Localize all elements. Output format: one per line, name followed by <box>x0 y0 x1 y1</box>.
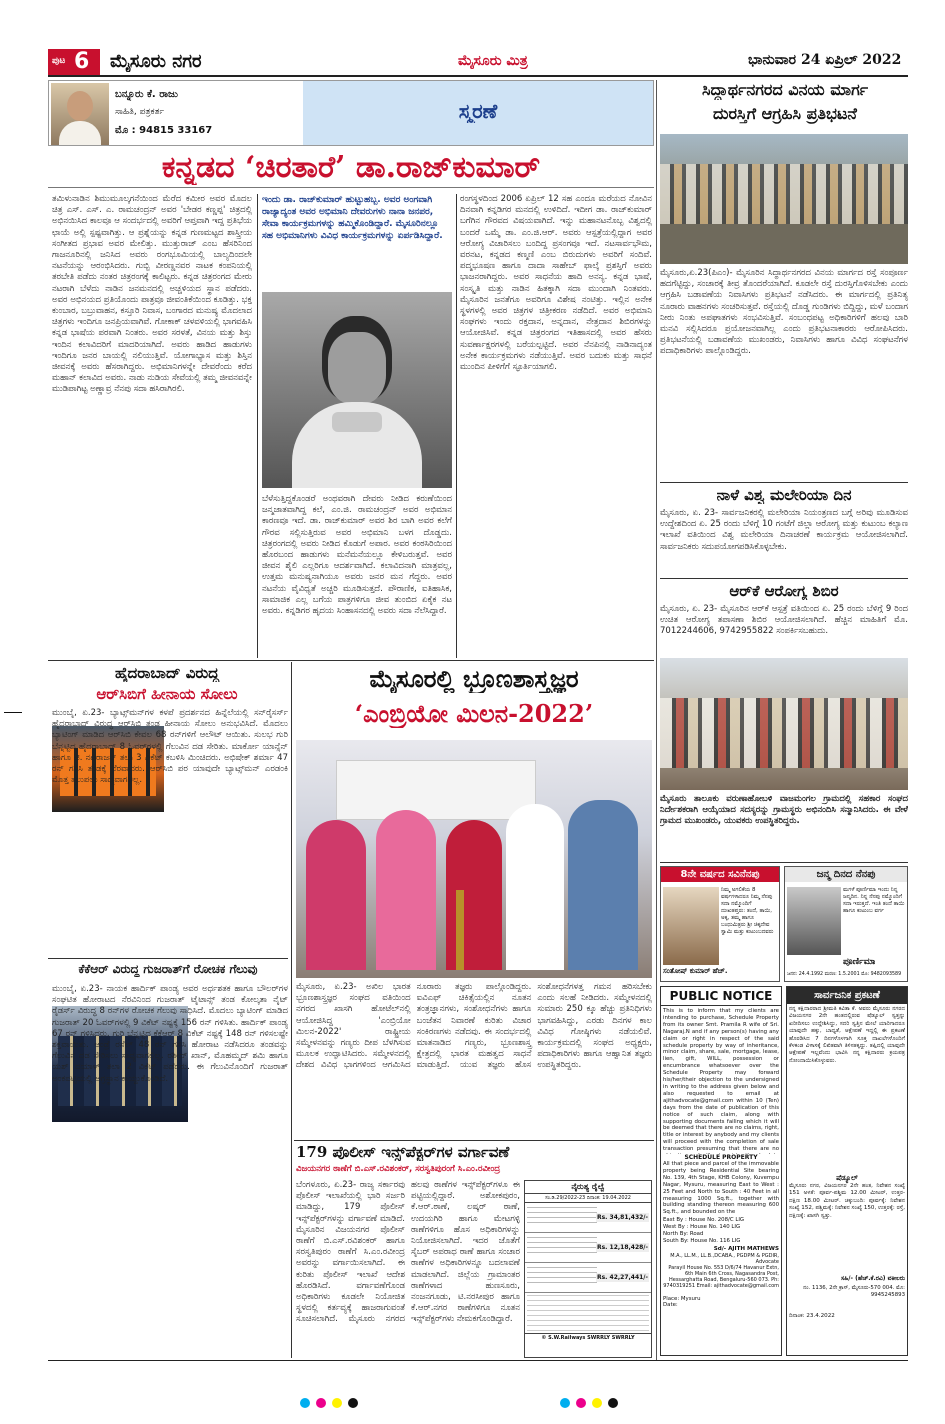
kannada-advocate: ಸಹಿ/- (ಹೆಚ್.ಕೆ.ರವಿ) ವಕೀಲರು <box>841 1275 905 1282</box>
tender-row1-amount: Rs. 34,81,432/- <box>596 1214 648 1221</box>
felicitation-photo <box>660 658 908 790</box>
health-camp-headline: ಆರ್‌ಕೆ ಆರೋಗ್ಯ ಶಿಬಿರ <box>729 582 839 600</box>
embryo-inauguration-photo <box>296 740 652 978</box>
srh-headline <box>48 664 286 706</box>
birthday-footer: ಜನನ: 24.4.1992 ಮರಣ: 1.5.2001 ಮೊ: 9482093589 <box>787 972 902 977</box>
registration-mark-yellow <box>332 1398 342 1408</box>
masthead <box>48 47 908 77</box>
columnist-bar <box>48 80 654 146</box>
birthday-photo <box>787 887 841 955</box>
notice-place: Place: Mysuru <box>663 1295 701 1302</box>
tender-title: ನೈರುತ್ಯ ರೈಲ್ವೆ <box>525 1181 651 1194</box>
page-label: ಪುಟ <box>52 56 66 66</box>
gt-headline: ಕೆಕೆಆರ್ ವಿರುದ್ಧ ಗುಜರಾತ್‌ಗೆ ರೋಚಕ ಗೆಲುವು <box>78 962 258 976</box>
registration-mark-magenta <box>316 1398 326 1408</box>
registration-mark-cyan <box>300 1398 310 1408</box>
registration-mark-yellow-2 <box>592 1398 602 1408</box>
tender-row2-amount: Rs. 12,18,428/- <box>596 1244 648 1251</box>
public-notice-schedule: All that piece and parcel of the immovable property being Residential Site bearing No. 139, 4th Stage, KHB Colony, Kuvempu Nagar, Mysuru, measuring East to West : 25 Feet and North to South : 40 Feet in all measuring 1000 Sq.ft., together with building standing thereon measuring 600 Sq.ft., and bounded on the <box>663 1161 779 1216</box>
columnist-role: ಸಾಹಿತಿ, ಪತ್ರಕರ್ತ <box>115 107 165 117</box>
protest-headline-line1: ಸಿದ್ಧಾರ್ಥನಗರದ ವಿನಯ ಮಾರ್ಗ <box>701 80 869 99</box>
police-headline: 179 ಪೊಲೀಸ್ ಇನ್ಸ್‌ಪೆಕ್ಟರ್‌ಗಳ ವರ್ಗಾವಣೆ <box>296 1143 510 1161</box>
birthday-ad <box>784 866 908 982</box>
columnist-photo <box>51 83 109 145</box>
felicitation-caption: ಮೈಸೂರು ತಾಲೂಕು ವರುಣಾಹೋಬಳಿ ವಾಜಮಂಗಲ ಗ್ರಾಮದಲ್ಲಿ ಸಹಕಾರ ಸಂಘದ ನಿರ್ದೇಶಕರಾಗಿ ಆಯ್ಕೆಯಾದ ಸದಸ್ಯರನ್ನು ಗ್ರಾಮಸ್ಥರು ಅಭಿನಂದಿಸಿ ಸನ್ಮಾನಿಸಿದರು. ಈ ವೇಳೆ ಗ್ರಾಮದ ಮುಖಂಡರು, ಯುವಕರು ಉಪಸ್ಥಿತರಿದ್ದರು. <box>660 794 908 827</box>
protest-body: ಮೈಸೂರು,ಏ.23(ಪಿಎಂ)- ಮೈಸೂರಿನ ಸಿದ್ಧಾರ್ಥನಗರದ ವಿನಯ ಮಾರ್ಗದ ರಸ್ತೆ ಸಂಪೂರ್ಣ ಹದಗೆಟ್ಟಿದ್ದು, ಸಂಚಾರಕ್ಕೆ ತೀವ್ರ ತೊಂದರೆಯಾಗಿದೆ. ಕೂಡಲೇ ರಸ್ತೆ ದುರಸ್ತಿಗೊಳಿಸಬೇಕು ಎಂದು ಆಗ್ರಹಿಸಿ ಬಡಾವಣೆಯ ನಿವಾಸಿಗಳು ಪ್ರತಿಭಟನೆ ನಡೆಸಿದರು. ಈ ಮಾರ್ಗದಲ್ಲಿ ಪ್ರತಿನಿತ್ಯ ನೂರಾರು ವಾಹನಗಳು ಸಂಚರಿಸುತ್ತವೆ. ರಸ್ತೆಯಲ್ಲಿ ದೊಡ್ಡ ಗುಂಡಿಗಳು ಬಿದ್ದಿದ್ದು, ಮಳೆ ಬಂದಾಗ ನೀರು ನಿಂತು ಅಪಘಾತಗಳು ಸಂಭವಿಸುತ್ತಿವೆ. ಸಂಬಂಧಪಟ್ಟ ಅಧಿಕಾರಿಗಳಿಗೆ ಹಲವು ಬಾರಿ ಮನವಿ ಸಲ್ಲಿಸಿದರೂ ಪ್ರಯೋಜನವಾಗಿಲ್ಲ ಎಂದು ಪ್ರತಿಭಟನಾಕಾರರು ಆರೋಪಿಸಿದರು. ಪ್ರತಿಭಟನೆಯಲ್ಲಿ ಬಡಾವಣೆಯ ಮುಖಂಡರು, ನಿವಾಸಿಗಳು ಹಾಗೂ ವಿವಿಧ ಸಂಘಟನೆಗಳ ಪದಾಧಿಕಾರಿಗಳು ಪಾಲ್ಗೊಂಡಿದ್ದರು. <box>660 268 908 357</box>
tender-footer: © S.W.Railways SWRRLY SWRRLY <box>525 1333 651 1342</box>
malaria-headline: ನಾಳೆ ವಿಶ್ವ ಮಲೇರಿಯಾ ದಿನ <box>716 486 852 504</box>
main-story-col2-lower: ಬೆಳೆಸುತ್ತಿದ್ದಕೊಂಡರೆ ಅಂಥವರಾಗಿ ದೇವರು ನೀಡಿದ ಕರುಣೆಯಿಂದ ಜನ್ಮಜಾತವಾಗಿದ್ದ ಕಲೆ, ಎಂ.ಜಿ. ರಾಮಚಂದ್ರನ್ ಅವರ ಅಭಿಮಾನ ಕಾರಣವೂ ಇದೆ. ಡಾ. ರಾಜ್‌ಕುಮಾರ್ ಅವರ ಶಿರ ಬಾಗಿ ಅವರ ಕಲೆಗೆ ಗೌರವ ಸಲ್ಲಿಸುತ್ತಿರುವ ಅವರ ಅಭಿಮಾನಿ ಬಳಗ ದೊಡ್ಡದು. ಚಿತ್ರರಂಗದಲ್ಲಿ ಅವರು ನೀಡಿದ ಕೊಡುಗೆ ಅಪಾರ. ಅವರ ಕಂಠಸಿರಿಯಿಂದ ಹೊರಬಂದ ಹಾಡುಗಳು ಮನೆಮನೆಯಲ್ಲೂ ಕೇಳಿಬರುತ್ತವೆ. ಅವರ ಜೀವನ ಶೈಲಿ ಎಲ್ಲರಿಗೂ ಆದರ್ಶವಾಗಿದೆ. ಕಲಾವಿದನಾಗಿ ಮಾತ್ರವಲ್ಲ, ಉತ್ತಮ ಮನುಷ್ಯನಾಗಿಯೂ ಅವರು ಜನರ ಮನ ಗೆದ್ದರು. ಅವರ ನಟನೆಯ ವೈವಿಧ್ಯತೆ ಅಚ್ಚರಿ ಮೂಡಿಸುತ್ತದೆ. ಪೌರಾಣಿಕ, ಐತಿಹಾಸಿಕ, ಸಾಮಾಜಿಕ ಎಲ್ಲ ಬಗೆಯ ಪಾತ್ರಗಳಿಗೂ ಜೀವ ತುಂಬಿದ ಏಕೈಕ ನಟ ಅವರು. ಕನ್ನಡಿಗರ ಹೃದಯ ಸಿಂಹಾಸನದಲ್ಲಿ ಅವರು ಸದಾ ನೆಲೆಸಿದ್ದಾರೆ. <box>262 494 452 617</box>
registration-mark-magenta-2 <box>576 1398 586 1408</box>
public-notice-schedule-title: SCHEDULE PROPERTY <box>684 1154 758 1161</box>
main-headline-box <box>48 148 654 188</box>
birthday-title: ಜನ್ಮ ದಿನದ ನೆನಪು <box>785 867 907 882</box>
crop-mark <box>4 712 22 713</box>
kannada-schedule-title: ಷೆಡ್ಯೂಲ್ <box>836 1174 858 1182</box>
main-headline: ಕನ್ನಡದ ‘ಚಿರತಾರೆ’ ಡಾ.ರಾಜ್‌ಕುಮಾರ್ <box>161 150 541 185</box>
srh-body: ಮುಂಬೈ, ಏ.23- ಬ್ಯಾಟ್ಸ್‌ಮನ್‌ಗಳ ಕಳಪೆ ಪ್ರದರ್ಶನದ ಹಿನ್ನೆಲೆಯಲ್ಲಿ ಸನ್‌ರೈಸರ್ಸ್ ಹೈದರಾಬಾದ್ ವಿರುದ್ಧ ಆರ್‌ಸಿಬಿ ತಂಡ ಹೀನಾಯ ಸೋಲು ಅನುಭವಿಸಿದೆ. ಮೊದಲು ಬ್ಯಾಟಿಂಗ್ ಮಾಡಿದ ಆರ್‌ಸಿಬಿ ಕೇವಲ 68 ರನ್‌ಗಳಿಗೆ ಆಲೌಟ್ ಆಯಿತು. ಸುಲಭ ಗುರಿ ಬೆನ್ನಟ್ಟಿದ ಹೈದರಾಬಾದ್ 8 ಓವರ್‌ಗಳಲ್ಲಿ ಗೆಲುವಿನ ದಡ ಸೇರಿತು. ಮಾರ್ಕೋ ಯಾನ್ಸೆನ್ ಹಾಗೂ ಟಿ. ನಟರಾಜನ್ ತಲಾ 3 ವಿಕೆಟ್ ಕಬಳಿಸಿ ಮಿಂಚಿದರು. ಅಭಿಷೇಕ್ ಶರ್ಮಾ 47 ರನ್ ಗಳಿಸಿ ತಂಡಕ್ಕೆ ನೆರವಾದರು. ಆರ್‌ಸಿಬಿ ಪರ ಯಾವುದೇ ಬ್ಯಾಟ್ಸ್‌ಮನ್ ಎರಡಂಕಿ ಮೊತ್ತ ತಲುಪಲು ಸಾಧ್ಯವಾಗಲಿಲ್ಲ. <box>52 708 288 786</box>
kannada-notice-title: ಸಾರ್ವಜನಿಕ ಪ್ರಕಟಣೆ <box>787 987 907 1004</box>
registration-mark-cyan-2 <box>560 1398 570 1408</box>
columnist-name: ಬನ್ನೂರು ಕೆ. ರಾಜು <box>115 89 178 100</box>
kannada-advocate-addr: ನಂ. 1136, 2ನೇ ಕ್ರಾಸ್, ಮೈಸೂರು-570 004. ಮೊ: 9945245893 <box>803 1285 905 1298</box>
public-notice <box>660 986 782 1356</box>
anniversary-ad <box>660 866 780 982</box>
public-notice-body: This is to inform that my clients are intending to purchase, Schedule Property from its owner Smt. Pramila R wife of Sri. Nagaraj.N and if any person(s) having any claim or right in respect of the said schedule property by way of inheritance, minor claim, share, sale, mortgage, lease, lien, gift, WILL, possession or encumbrance whatsoever over the Schedule Property may forward his/her/their objection to the undersigned in writing to the address given below and also requested to email at ajithadvocate@gmail.com within 10 (Ten) days from the date of publication of this notice of such claim, along with supporting documents failing which it will be deemed that there are no claims, right, title or interest by anybody and my clients will proceed with the completion of sale transaction presuming that there are no <box>663 1008 779 1153</box>
kannada-notice-body: ನನ್ನ ಕಕ್ಷಿದಾರರಾದ ಶ್ರೀಮತಿ ಕವಿತಾ ಕೆ. ಅವರು ಮೈಸೂರು ನಗರದ ವಿಜಯನಗರ 2ನೇ ಹಂತದಲ್ಲಿರುವ ಷೆಡ್ಯೂಲ್ ಸ್ವತ್ತನ್ನು ಖರೀದಿಸಲು ಉದ್ದೇಶಿಸಿದ್ದು, ಸದರಿ ಸ್ವತ್ತಿನ ಮೇಲೆ ಯಾರಿಗಾದರೂ ಯಾವುದೇ ಹಕ್ಕು, ಬಾಧ್ಯತೆ, ಆಕ್ಷೇಪಣೆ ಇದ್ದಲ್ಲಿ ಈ ಪ್ರಕಟಣೆ ಹೊರಡಿಸಿದ 7 ದಿನಗಳೊಳಗಾಗಿ ಸೂಕ್ತ ದಾಖಲೆಗಳೊಂದಿಗೆ ಕೆಳಕಂಡ ವಿಳಾಸಕ್ಕೆ ಲಿಖಿತವಾಗಿ ತಿಳಿಸತಕ್ಕದ್ದು. ತಪ್ಪಿದಲ್ಲಿ ಯಾವುದೇ ಆಕ್ಷೇಪಣೆ ಇಲ್ಲವೆಂದು ಭಾವಿಸಿ ನನ್ನ ಕಕ್ಷಿದಾರರು ಕ್ರಯಪತ್ರ ನೋಂದಾಯಿಸಿಕೊಳ್ಳುವರು. <box>789 1006 905 1064</box>
srh-headline-line1: ಹೈದರಾಬಾದ್ ವಿರುದ್ಧ <box>114 664 220 682</box>
anniversary-greeting: ನಿಮ್ಮ ಅಗಲಿಕೆಯ 8 ವರ್ಷಗಳಾದರೂ ನಿಮ್ಮ ನೆನಪು ಸದಾ ನಮ್ಮೊಂದಿಗೆ ದುಃಖತಪ್ತರು: ತಂದೆ, ತಾಯಿ, ಅಕ್ಕ, ತಮ್ಮ ಹಾಗೂ ಬಂಧುಮಿತ್ರರು ಶ್ರೀ ಚಿಕ್ಕದೇವ ಸ್ವಾಮಿ ಮತ್ತು ಕುಟುಂಬದವರು <box>721 887 774 935</box>
bound-south: South By: House No. 116 LIG <box>663 1237 741 1244</box>
birthday-text: ಮಗಳೆ ಪೂರ್ಣಿಮಾ ಇಂದು ನಿನ್ನ ಜನ್ಮದಿನ. ನಿನ್ನ ನೆನಪು ನಮ್ಮೊಂದಿಗೆ ಸದಾ ಇರುತ್ತದೆ. ಇಂತಿ ತಂದೆ ತಾಯಿ ಹಾಗೂ ಕುಟುಂಬ ವರ್ಗ <box>843 887 905 914</box>
railway-tender <box>524 1180 652 1358</box>
registration-mark-black <box>348 1398 358 1408</box>
public-notice-title: PUBLIC NOTICE <box>661 987 781 1006</box>
notice-date: Date: <box>663 1301 678 1308</box>
gt-body: ಮುಂಬೈ, ಏ.23- ನಾಯಕ ಹಾರ್ದಿಕ್ ಪಾಂಡ್ಯ ಅವರ ಅರ್ಧಶತಕ ಹಾಗೂ ಬೌಲರ್‌ಗಳ ಸಂಘಟಿತ ಹೋರಾಟದ ನೆರವಿನಿಂದ ಗುಜರಾತ್ ಟೈಟಾನ್ಸ್ ತಂಡ ಕೋಲ್ಕತಾ ನೈಟ್ ರೈಡರ್ಸ್ ವಿರುದ್ಧ 8 ರನ್‌ಗಳ ರೋಚಕ ಗೆಲುವು ಸಾಧಿಸಿದೆ. ಮೊದಲು ಬ್ಯಾಟಿಂಗ್ ಮಾಡಿದ ಗುಜರಾತ್ 20 ಓವರ್‌ಗಳಲ್ಲಿ 9 ವಿಕೆಟ್ ನಷ್ಟಕ್ಕೆ 156 ರನ್ ಗಳಿಸಿತು. ಹಾರ್ದಿಕ್ ಪಾಂಡ್ಯ 67 ರನ್ ಗಳಿಸಿದರು. ಗುರಿ ಬೆನ್ನಟ್ಟಿದ ಕೆಕೆಆರ್ 8 ವಿಕೆಟ್ ನಷ್ಟಕ್ಕೆ 148 ರನ್ ಗಳಿಸಲಷ್ಟೇ ಶಕ್ತವಾಯಿತು. ಆಂಡ್ರೆ ರಸೆಲ್ 48 ರನ್ ಗಳಿಸಿ ಹೋರಾಟ ನಡೆಸಿದರೂ ತಂಡವನ್ನು ಗೆಲುವಿನ ದಡ ಸೇರಿಸಲು ಸಾಧ್ಯವಾಗಲಿಲ್ಲ. ರಶೀದ್ ಖಾನ್, ಮೊಹಮ್ಮದ್ ಶಮಿ ಹಾಗೂ ಯಶ್ ದಯಾಳ್ ತಲಾ 2 ವಿಕೆಟ್ ಪಡೆದರು. ಈ ಗೆಲುವಿನೊಂದಿಗೆ ಗುಜರಾತ್ ಅಂಕಪಟ್ಟಿಯಲ್ಲಿ ಅಗ್ರಸ್ಥಾನ ಕಾಯ್ದುಕೊಂಡಿದೆ. <box>52 984 288 1084</box>
rajkumar-portrait <box>262 292 452 488</box>
tender-row3-amount: Rs. 42,27,441/- <box>596 1274 648 1281</box>
pullquote-text: ಇಂದು ಡಾ. ರಾಜ್‌ಕುಮಾರ್ ಹುಟ್ಟುಹಬ್ಬ. ಅವರ ಅಂಗವಾಗಿ ರಾಜ್ಯಾದ್ಯಂತ ಅವರ ಅಭಿಮಾನಿ ದೇವರುಗಳು ನಾನಾ ಜನಪರ, ಸೇವಾ ಕಾರ್ಯಕ್ರಮಗಳನ್ನು ಹಮ್ಮಿಕೊಂಡಿದ್ದಾರೆ. ಮೈಸೂರಿನಲ್ಲೂ ಸಹ ಅಭಿಮಾನಿಗಳು ವಿವಿಧ ಕಾರ್ಯಕ್ರಮಗಳನ್ನು ಏರ್ಪಡಿಸಿದ್ದಾರೆ. <box>262 195 443 241</box>
page-number: 6 <box>74 49 90 74</box>
columnist-phone: ಮೊ : 94815 33167 <box>115 125 213 136</box>
bound-east: East By : House No. 208/C LIG <box>663 1217 745 1223</box>
protest-photo <box>660 134 908 264</box>
column-title-box <box>303 81 653 145</box>
police-body: ಬೆಂಗಳೂರು, ಏ.23- ರಾಜ್ಯ ಸರ್ಕಾರವು ಪೊಲೀಸ್ ಇಲಾಖೆಯಲ್ಲಿ ಭಾರಿ ಸರ್ಜರಿ ಮಾಡಿದ್ದು, 179 ಪೊಲೀಸ್ ಇನ್ಸ್‌ಪೆಕ್ಟರ್‌ಗಳನ್ನು ವರ್ಗಾವಣೆ ಮಾಡಿದೆ. ಮೈಸೂರಿನ ವಿಜಯನಗರ ಪೊಲೀಸ್ ಠಾಣೆಗೆ ಬಿ.ಎಸ್.ರವಿಶಂಕರ್ ಹಾಗೂ ಸರಸ್ವತಿಪುರಂ ಠಾಣೆಗೆ ಸಿ.ಎಂ.ರವೀಂದ್ರ ಅವರನ್ನು ವರ್ಗಾಯಿಸಲಾಗಿದೆ. ಈ ಕುರಿತು ಪೊಲೀಸ್ ಇಲಾಖೆ ಆದೇಶ ಹೊರಡಿಸಿದೆ. ವರ್ಗಾವಣೆಗೊಂಡ ಅಧಿಕಾರಿಗಳು ಕೂಡಲೇ ನಿಯೋಜಿತ ಸ್ಥಳದಲ್ಲಿ ಕರ್ತವ್ಯಕ್ಕೆ ಹಾಜರಾಗುವಂತೆ ಸೂಚಿಸಲಾಗಿದೆ. ಮೈಸೂರು ನಗರದ ಹಲವು ಠಾಣೆಗಳ ಇನ್ಸ್‌ಪೆಕ್ಟರ್‌ಗಳೂ ಈ ಪಟ್ಟಿಯಲ್ಲಿದ್ದಾರೆ. ಅಶೋಕಪುರಂ, ಕೆ.ಆರ್.ಠಾಣೆ, ಲಷ್ಕರ್ ಠಾಣೆ, ಉದಯಗಿರಿ ಹಾಗೂ ಮೇಟಗಳ್ಳಿ ಠಾಣೆಗಳಿಗೂ ಹೊಸ ಅಧಿಕಾರಿಗಳನ್ನು ನಿಯೋಜಿಸಲಾಗಿದೆ. ಇದರ ಜೊತೆಗೆ ಸೈಬರ್ ಅಪರಾಧ ಠಾಣೆ ಹಾಗೂ ಸಂಚಾರ ಠಾಣೆಗಳ ಅಧಿಕಾರಿಗಳನ್ನೂ ಬದಲಾವಣೆ ಮಾಡಲಾಗಿದೆ. ಜಿಲ್ಲೆಯ ಗ್ರಾಮಾಂತರ ಠಾಣೆಗಳಾದ ಹುಣಸೂರು, ನಂಜನಗೂಡು, ಟಿ.ನರಸೀಪುರ ಹಾಗೂ ಕೆ.ಆರ್.ನಗರ ಠಾಣೆಗಳಿಗೂ ನೂತನ ಇನ್ಸ್‌ಪೆಕ್ಟರ್‌ಗಳು ನೇಮಕಗೊಂಡಿದ್ದಾರೆ. <box>296 1180 520 1325</box>
issue-date: ಭಾನುವಾರ 24 ಏಪ್ರಿಲ್ 2022 <box>748 52 902 68</box>
advocate-address: Parayil House No. 553 D/6/74 Havanur Extn, 6th Main 6th Cross, Nagasandra Post, Hessarghatta Road, Bengaluru-560 073. Ph: 9740319251 Email: ajithadvocate@gmail.com <box>663 1264 779 1289</box>
bound-north: North By: Road <box>663 1230 704 1237</box>
column-title: ಸ್ಮರಣೆ <box>458 99 498 123</box>
protest-headline-line2: ದುರಸ್ತಿಗೆ ಆಗ್ರಹಿಸಿ ಪ್ರತಿಭಟನೆ <box>713 104 857 123</box>
embryo-headline <box>294 664 654 740</box>
main-story-col1: ತಮಿಳುನಾಡಿನ ಶಿಮುಮೂಲ್ಕಗನೆಯಿಂದ ಮೆರೆದ ಕಮೀರ ಅವರ ಮೊದಲ ಚಿತ್ರ ಎಸ್. ಎಸ್. ಎ. ರಾಮಚಂದ್ರನ್ ಅವರ 'ಬೇಡರ ಕಣ್ಣಪ್ಪ' ಚಿತ್ರದಲ್ಲಿ ಅಭಿನಯಿಸಿದ ಕಾಲವೂ ಆ ಸಂದರ್ಭದಲ್ಲಿ ಅವರಿಗೆ ಆಪ್ತವಾಗಿ ಇದ್ದ ಪ್ರತಿಭೆಯ ಛಾಯೆ ಅಲ್ಲಿ ಸ್ಪಷ್ಟವಾಗಿತ್ತು. ಆ ಪ್ರಶ್ನೆಯನ್ನು ಕನ್ನಡ ಗುಣಮಟ್ಟದ ಶಾಸ್ತ್ರೀಯ ಸಂಗೀತದ ಪ್ರಭಾವ ಅವರ ಮೇಲಿತ್ತು. ಮುತ್ತುರಾಜ್ ಎಂಬ ಹೆಸರಿನಿಂದ ಗಾಜನೂರಿನಲ್ಲಿ ಜನಿಸಿದ ಅವರು ರಂಗಭೂಮಿಯಲ್ಲಿ ಬಾಲ್ಯದಿಂದಲೇ ನಟನೆಯನ್ನು ಆರಂಭಿಸಿದರು. ಗುಬ್ಬಿ ವೀರಣ್ಣನವರ ನಾಟಕ ಕಂಪನಿಯಲ್ಲಿ ತರಬೇತಿ ಪಡೆದು ನಂತರ ಚಿತ್ರರಂಗಕ್ಕೆ ಕಾಲಿಟ್ಟರು. ಕನ್ನಡ ಚಿತ್ರರಂಗದ ಮೇರು ನಟರಾಗಿ ಬೆಳೆದು ನಾಡಿನ ಜನಮನದಲ್ಲಿ ಅಚ್ಚಳಿಯದ ಸ್ಥಾನ ಪಡೆದರು. ಅವರ ಅಭಿನಯದ ಪ್ರತಿಯೊಂದು ಪಾತ್ರವೂ ಜೀವಂತಿಕೆಯಿಂದ ಕೂಡಿತ್ತು. ಭಕ್ತ ಕುಂಬಾರ, ಬಬ್ರುವಾಹನ, ಕಸ್ತೂರಿ ನಿವಾಸ, ಬಂಗಾರದ ಮನುಷ್ಯ ಮೊದಲಾದ ಚಿತ್ರಗಳು ಇಂದಿಗೂ ಜನಪ್ರಿಯವಾಗಿವೆ. ಗೋಕಾಕ್ ಚಳವಳಿಯಲ್ಲಿ ಭಾಗವಹಿಸಿ ಕನ್ನಡ ಭಾಷೆಯ ಪರವಾಗಿ ನಿಂತರು. ಅವರ ಸರಳತೆ, ವಿನಯ ಮತ್ತು ಶಿಸ್ತು ಇಂದಿನ ಕಲಾವಿದರಿಗೆ ಮಾದರಿಯಾಗಿದೆ. ಅವರು ಹಾಡಿದ ಹಾಡುಗಳು ಇಂದಿಗೂ ಜನರ ಬಾಯಲ್ಲಿ ನಲಿಯುತ್ತಿವೆ. ಯೋಗಾಭ್ಯಾಸ ಮತ್ತು ಶಿಸ್ತಿನ ಜೀವನಕ್ಕೆ ಅವರು ಹೆಸರಾಗಿದ್ದರು. ಅಭಿಮಾನಿಗಳನ್ನೇ ದೇವರೆಂದು ಕರೆದ ಮಹಾನ್ ಕಲಾವಿದ ಅವರು. ನಾಡು ನುಡಿಯ ಸೇವೆಯಲ್ಲಿ ತಮ್ಮ ಜೀವನವನ್ನೇ ಮುಡಿಪಾಗಿಟ್ಟ ಅಣ್ಣಾವ್ರ ನೆನಪು ಸದಾ ಹಸಿರಾಗಿರಲಿ. <box>52 194 252 395</box>
srh-headline-line2: ಆರ್‌ಸಿಬಿಗೆ ಹೀನಾಯ ಸೋಲು <box>96 685 238 703</box>
section-name: ಮೈಸೂರು ನಗರ <box>110 51 202 72</box>
paper-name: ಮೈಸೂರು ಮಿತ್ರ <box>458 53 528 69</box>
police-subhead: ವಿಜಯನಗರ ಠಾಣೆಗೆ ಬಿ.ಎಸ್.ರವಿಶಂಕರ್, ಸರಸ್ವತಿಪುರಂಗೆ ಸಿ.ಎಂ.ರವೀಂದ್ರ <box>296 1164 501 1174</box>
pullquote <box>262 194 452 286</box>
main-story-col3: ರಂಗಸ್ಥಳದಿಂದ 2006 ಏಪ್ರಿಲ್ 12 ಸಹ ಎಂದೂ ಮರೆಯದ ನೋವಿನ ದಿನವಾಗಿ ಕನ್ನಡಿಗರ ಮನದಲ್ಲಿ ಉಳಿದಿದೆ. ಇದೀಗ ಡಾ. ರಾಜ್‌ಕುಮಾರ್ ಬಗೆಗಿನ ಗೌರವದ ವಿಷಯವಾಗಿದೆ. ಇನ್ನು ಮಹಾನಟನೊಬ್ಬ ವಿಶ್ವದಲ್ಲಿ ಬಂದರೆ ಒಮ್ಮೆ ಡಾ. ಎಂ.ಜಿ.ಆರ್. ಅವರು ಆಸ್ಪತ್ರೆಯಲ್ಲಿದ್ದಾಗ ಅವರ ಆರೋಗ್ಯ ವಿಚಾರಿಸಲು ಬಂದಿದ್ದ ಪ್ರಸಂಗವೂ ಇದೆ. ನಟಸಾರ್ವಭೌಮ, ವರನಟ, ಕನ್ನಡದ ಕಣ್ಮಣಿ ಎಂಬ ಬಿರುದುಗಳು ಅವರಿಗೆ ಸಂದಿವೆ. ಪದ್ಮಭೂಷಣ ಹಾಗೂ ದಾದಾ ಸಾಹೇಬ್ ಫಾಲ್ಕೆ ಪ್ರಶಸ್ತಿಗೆ ಅವರು ಭಾಜನರಾಗಿದ್ದರು. ಅವರ ಸಾಧನೆಯ ಹಾದಿ ಅನನ್ಯ. ಕನ್ನಡ ಭಾಷೆ, ಸಂಸ್ಕೃತಿ ಮತ್ತು ನಾಡಿನ ಹಿತಕ್ಕಾಗಿ ಸದಾ ಮುಂದಾಗಿ ನಿಂತವರು. ಮೈಸೂರಿನ ಜನತೆಗೂ ಅವರಿಗೂ ವಿಶೇಷ ನಂಟಿತ್ತು. ಇಲ್ಲಿನ ಅನೇಕ ಸ್ಥಳಗಳಲ್ಲಿ ಅವರ ಚಿತ್ರಗಳ ಚಿತ್ರೀಕರಣ ನಡೆದಿದೆ. ಅವರ ಅಭಿಮಾನಿ ಸಂಘಗಳು ಇಂದು ರಕ್ತದಾನ, ಅನ್ನದಾನ, ನೇತ್ರದಾನ ಶಿಬಿರಗಳನ್ನು ಆಯೋಜಿಸಿವೆ. ಕನ್ನಡ ಚಿತ್ರರಂಗದ ಇತಿಹಾಸದಲ್ಲಿ ಅವರ ಹೆಸರು ಸುವರ್ಣಾಕ್ಷರಗಳಲ್ಲಿ ಬರೆಯಲ್ಪಟ್ಟಿದೆ. ಅವರ ನೆನಪಿನಲ್ಲಿ ನಾಡಿನಾದ್ಯಂತ ಅನೇಕ ಕಾರ್ಯಕ್ರಮಗಳು ನಡೆಯುತ್ತಿವೆ. ಅವರ ಬದುಕು ಮತ್ತು ಸಾಧನೆ ಮುಂದಿನ ಪೀಳಿಗೆಗೆ ಸ್ಫೂರ್ತಿಯಾಗಲಿ. <box>460 194 652 373</box>
anniversary-name: ಸಂತೋಷ್ ಕುಮಾರ್ ಹೆಚ್. <box>663 967 728 975</box>
embryo-headline-line1: ಮೈಸೂರಲ್ಲಿ ಭ್ರೂಣಶಾಸ್ತ್ರಜ್ಞರ <box>369 664 579 693</box>
kannada-schedule: ಮೈಸೂರು ನಗರ, ವಿಜಯನಗರ 2ನೇ ಹಂತ, ನಿವೇಶನ ಸಂಖ್ಯೆ 151 ಅಳತೆ: ಪೂರ್ವ-ಪಶ್ಚಿಮ 12.00 ಮೀಟರ್, ಉತ್ತರ-ದಕ್ಷಿಣ 18.00 ಮೀಟರ್. ಚಕ್ಕುಬಂದಿ: ಪೂರ್ವಕ್ಕೆ: ನಿವೇಶನ ಸಂಖ್ಯೆ 152, ಪಶ್ಚಿಮಕ್ಕೆ: ನಿವೇಶನ ಸಂಖ್ಯೆ 150, ಉತ್ತರಕ್ಕೆ: ರಸ್ತೆ, ದಕ್ಷಿಣಕ್ಕೆ: ಖಾಸಗಿ ಸ್ವತ್ತು. <box>789 1183 905 1219</box>
bound-west: West By : House No. 140 LIG <box>663 1223 741 1230</box>
anniversary-photo <box>663 887 719 965</box>
embryo-body: ಮೈಸೂರು, ಏ.23- ಅಖಿಲ ಭಾರತ ಭ್ರೂಣಶಾಸ್ತ್ರಜ್ಞರ ಸಂಘದ ವತಿಯಿಂದ ನಗರದ ಖಾಸಗಿ ಹೋಟೆಲ್‌ನಲ್ಲಿ ಆಯೋಜಿಸಿದ್ದ 'ಎಂಬ್ರಿಯೋ ಮಿಲನ-2022' ರಾಷ್ಟ್ರೀಯ ಸಮ್ಮೇಳನವನ್ನು ಗಣ್ಯರು ದೀಪ ಬೆಳಗಿಸುವ ಮೂಲಕ ಉದ್ಘಾಟಿಸಿದರು. ಸಮ್ಮೇಳನದಲ್ಲಿ ದೇಶದ ವಿವಿಧ ಭಾಗಗಳಿಂದ ಆಗಮಿಸಿದ ನೂರಾರು ತಜ್ಞರು ಪಾಲ್ಗೊಂಡಿದ್ದರು. ಐವಿಎಫ್ ಚಿಕಿತ್ಸೆಯಲ್ಲಿನ ನೂತನ ತಂತ್ರಜ್ಞಾನಗಳು, ಸಂಶೋಧನೆಗಳು ಹಾಗೂ ಬಂಜೆತನ ನಿವಾರಣೆ ಕುರಿತು ವಿಚಾರ ಸಂಕಿರಣಗಳು ನಡೆದವು. ಈ ಸಂದರ್ಭದಲ್ಲಿ ಮಾತನಾಡಿದ ಗಣ್ಯರು, ಭ್ರೂಣಶಾಸ್ತ್ರ ಕ್ಷೇತ್ರದಲ್ಲಿ ಭಾರತ ಮಹತ್ವದ ಸಾಧನೆ ಮಾಡುತ್ತಿದೆ. ಯುವ ತಜ್ಞರು ಹೊಸ ಸಂಶೋಧನೆಗಳತ್ತ ಗಮನ ಹರಿಸಬೇಕು ಎಂದು ಸಲಹೆ ನೀಡಿದರು. ಸಮ್ಮೇಳನದಲ್ಲಿ ಸುಮಾರು 250 ಕ್ಕೂ ಹೆಚ್ಚು ಪ್ರತಿನಿಧಿಗಳು ಭಾಗವಹಿಸಿದ್ದು, ಎರಡು ದಿನಗಳ ಕಾಲ ವಿವಿಧ ಗೋಷ್ಠಿಗಳು ನಡೆಯಲಿವೆ. ಕಾರ್ಯಕ್ರಮದಲ್ಲಿ ಸಂಘದ ಅಧ್ಯಕ್ಷರು, ಪದಾಧಿಕಾರಿಗಳು ಹಾಗೂ ಆಹ್ವಾನಿತ ತಜ್ಞರು ಉಪಸ್ಥಿತರಿದ್ದರು. <box>296 982 652 1071</box>
page-number-badge <box>48 49 100 75</box>
registration-mark-black-2 <box>608 1398 618 1408</box>
tender-notice-no: ಸಂ.ಡಿ.29/2022-23 ದಿನಾಂಕ: 19.04.2022 <box>525 1194 651 1203</box>
birthday-name: ಪೂರ್ಣಿಮಾ <box>843 957 876 967</box>
health-camp-body: ಮೈಸೂರು, ಏ. 23- ಮೈಸೂರಿನ ಆರ್‌ಕೆ ಆಸ್ಪತ್ರೆ ವತಿಯಿಂದ ಏ. 25 ರಂದು ಬೆಳಿಗ್ಗೆ 9 ರಿಂದ ಉಚಿತ ಆರೋಗ್ಯ ತಪಾಸಣಾ ಶಿಬಿರ ಆಯೋಜಿಸಲಾಗಿದೆ. ಹೆಚ್ಚಿನ ಮಾಹಿತಿಗೆ ಮೊ. 7012244606, 9742955822 ಸಂಪರ್ಕಿಸಬಹುದು. <box>660 604 908 637</box>
advocate-qualification: M.A., LL.M., LL.B.,DCABA., PGDPM & PGDIR, Advocate <box>670 1252 779 1265</box>
kannada-notice-date: ದಿನಾಂಕ: 23.4.2022 <box>789 1313 835 1319</box>
anniversary-title: 8ನೇ ವರ್ಷದ ಸವಿನೆನಪು <box>661 867 779 882</box>
advocate-name: Sd/- AJITH MATHEWS <box>713 1245 779 1252</box>
protest-headline <box>660 80 910 130</box>
embryo-headline-line2: ‘ಎಂಬ್ರಿಯೋ ಮಿಲನ-2022’ <box>354 699 594 728</box>
malaria-body: ಮೈಸೂರು, ಏ. 23- ಸಾರ್ವಜನಿಕರಲ್ಲಿ ಮಲೇರಿಯಾ ನಿಯಂತ್ರಣದ ಬಗ್ಗೆ ಅರಿವು ಮೂಡಿಸುವ ಉದ್ದೇಶದಿಂದ ಏ. 25 ರಂದು ಬೆಳಿಗ್ಗೆ 10 ಗಂಟೆಗೆ ಜಿಲ್ಲಾ ಆರೋಗ್ಯ ಮತ್ತು ಕುಟುಂಬ ಕಲ್ಯಾಣ ಇಲಾಖೆ ವತಿಯಿಂದ ವಿಶ್ವ ಮಲೇರಿಯಾ ದಿನಾಚರಣೆ ಕಾರ್ಯಕ್ರಮ ಆಯೋಜಿಸಲಾಗಿದೆ. ಸಾರ್ವಜನಿಕರು ಸದುಪಯೋಗಪಡಿಸಿಕೊಳ್ಳಬೇಕು. <box>660 508 908 552</box>
kannada-public-notice <box>786 986 908 1356</box>
